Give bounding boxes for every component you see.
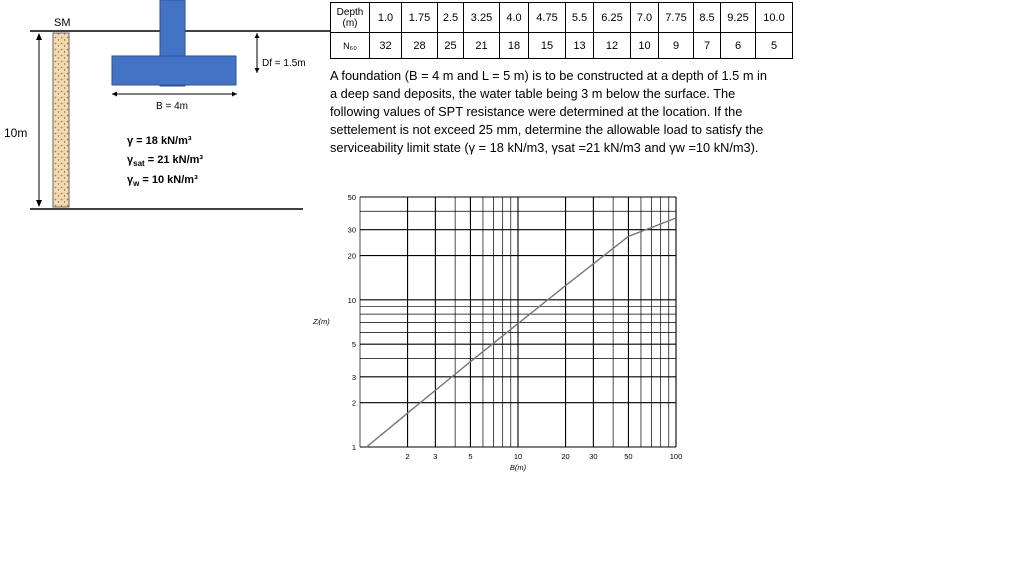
chart-y-tick-label: 3	[351, 372, 356, 382]
gamma-label: γ = 18 kN/m³	[127, 135, 192, 147]
chart-y-tick-label: 1	[351, 443, 356, 452]
chart-x-tick-label: 10	[513, 452, 523, 461]
chart-x-tick-label: 20	[561, 452, 570, 461]
depth-cell: 1.0	[370, 3, 402, 33]
chart-xlabel: B(m)	[509, 463, 527, 472]
df-arrow-bottom	[255, 68, 260, 73]
n60-cell: 32	[370, 33, 402, 59]
chart-ylabel: Zᵢ(m)	[313, 317, 330, 326]
depth-cell: 8.5	[694, 3, 721, 33]
chart-y-tick-label: 50	[347, 193, 356, 202]
chart-y-tick-label: 2	[351, 398, 356, 408]
soil-label: SM	[54, 17, 71, 29]
depth-cell: 3.25	[464, 3, 500, 33]
depth-cell: 1.75	[402, 3, 438, 33]
n60-cell: 18	[500, 33, 529, 59]
chart-x-tick-label: 50	[624, 452, 633, 461]
chart-x-tick-label: 5	[468, 452, 473, 461]
chart-x-tick-label: 100	[669, 452, 683, 461]
n60-cell: 9	[659, 33, 694, 59]
depth-cell: 4.75	[529, 3, 566, 33]
n60-cell: 5	[756, 33, 793, 59]
n60-cell: 25	[438, 33, 464, 59]
depth-cell: 9.25	[721, 3, 756, 33]
df-label: Df = 1.5m	[262, 58, 306, 69]
depth-cell: 7.0	[631, 3, 659, 33]
depth-cell: 4.0	[500, 3, 529, 33]
influence-depth-chart	[312, 193, 682, 472]
depth-cell: 7.75	[659, 3, 694, 33]
n60-cell: 28	[402, 33, 438, 59]
footing-base	[112, 56, 236, 85]
gamma-w-label: $\gamma_w = 10$ kN/m³	[127, 174, 198, 188]
width-label: B = 4m	[156, 101, 188, 112]
chart-x-tick-label: 2	[405, 452, 410, 461]
n60-cell: 12	[594, 33, 631, 59]
gamma-sat-label: $\gamma_{sat} = 21$ kN/m³	[127, 154, 204, 168]
chart-y-tick-label: 5	[351, 340, 356, 350]
soil-column	[53, 33, 69, 207]
spt-table	[330, 2, 793, 59]
chart-grid	[360, 197, 676, 447]
depth-cell: 5.5	[566, 3, 594, 33]
chart-y-tick-label: 30	[347, 225, 356, 235]
n60-cell: 6	[721, 33, 756, 59]
depth-header: Depth (m)	[331, 3, 370, 33]
spt-depth-row	[331, 3, 793, 33]
n60-cell: 13	[566, 33, 594, 59]
chart-y-tick-label: 10	[347, 295, 356, 305]
chart-y-tick-label: 20	[347, 251, 356, 261]
spt-n60-row	[331, 33, 793, 59]
n60-cell: 21	[464, 33, 500, 59]
chart-x-tick-label: 3	[433, 452, 438, 461]
n60-cell: 7	[694, 33, 721, 59]
problem-statement: A foundation (B = 4 m and L = 5 m) is to be constructed at a depth of 1.5 m in a deep sand deposits, the water table being 3 m below the surface. The following values of SPT resistance were determined at the location. If the settelement is not exceed 25 mm, determine the allowable load to satisfy the serviceability limit state (γ = 18 kN/m3, γsat =21 kN/m3 and γw =10 kN/m3).	[330, 68, 768, 156]
depth-arrow-bottom	[36, 200, 42, 207]
depth-cell: 2.5	[438, 3, 464, 33]
width-arrow-left	[112, 92, 117, 97]
chart-x-tick-label: 30	[589, 452, 598, 461]
depth-label: 10m	[4, 126, 28, 140]
n60-cell: 10	[631, 33, 659, 59]
width-arrow-right	[232, 92, 237, 97]
depth-arrow-top	[36, 33, 42, 40]
df-arrow-top	[255, 33, 260, 38]
n60-cell: 15	[529, 33, 566, 59]
depth-cell: 10.0	[756, 3, 793, 33]
depth-cell: 6.25	[594, 3, 631, 33]
n60-header: N₆₀	[331, 33, 370, 59]
